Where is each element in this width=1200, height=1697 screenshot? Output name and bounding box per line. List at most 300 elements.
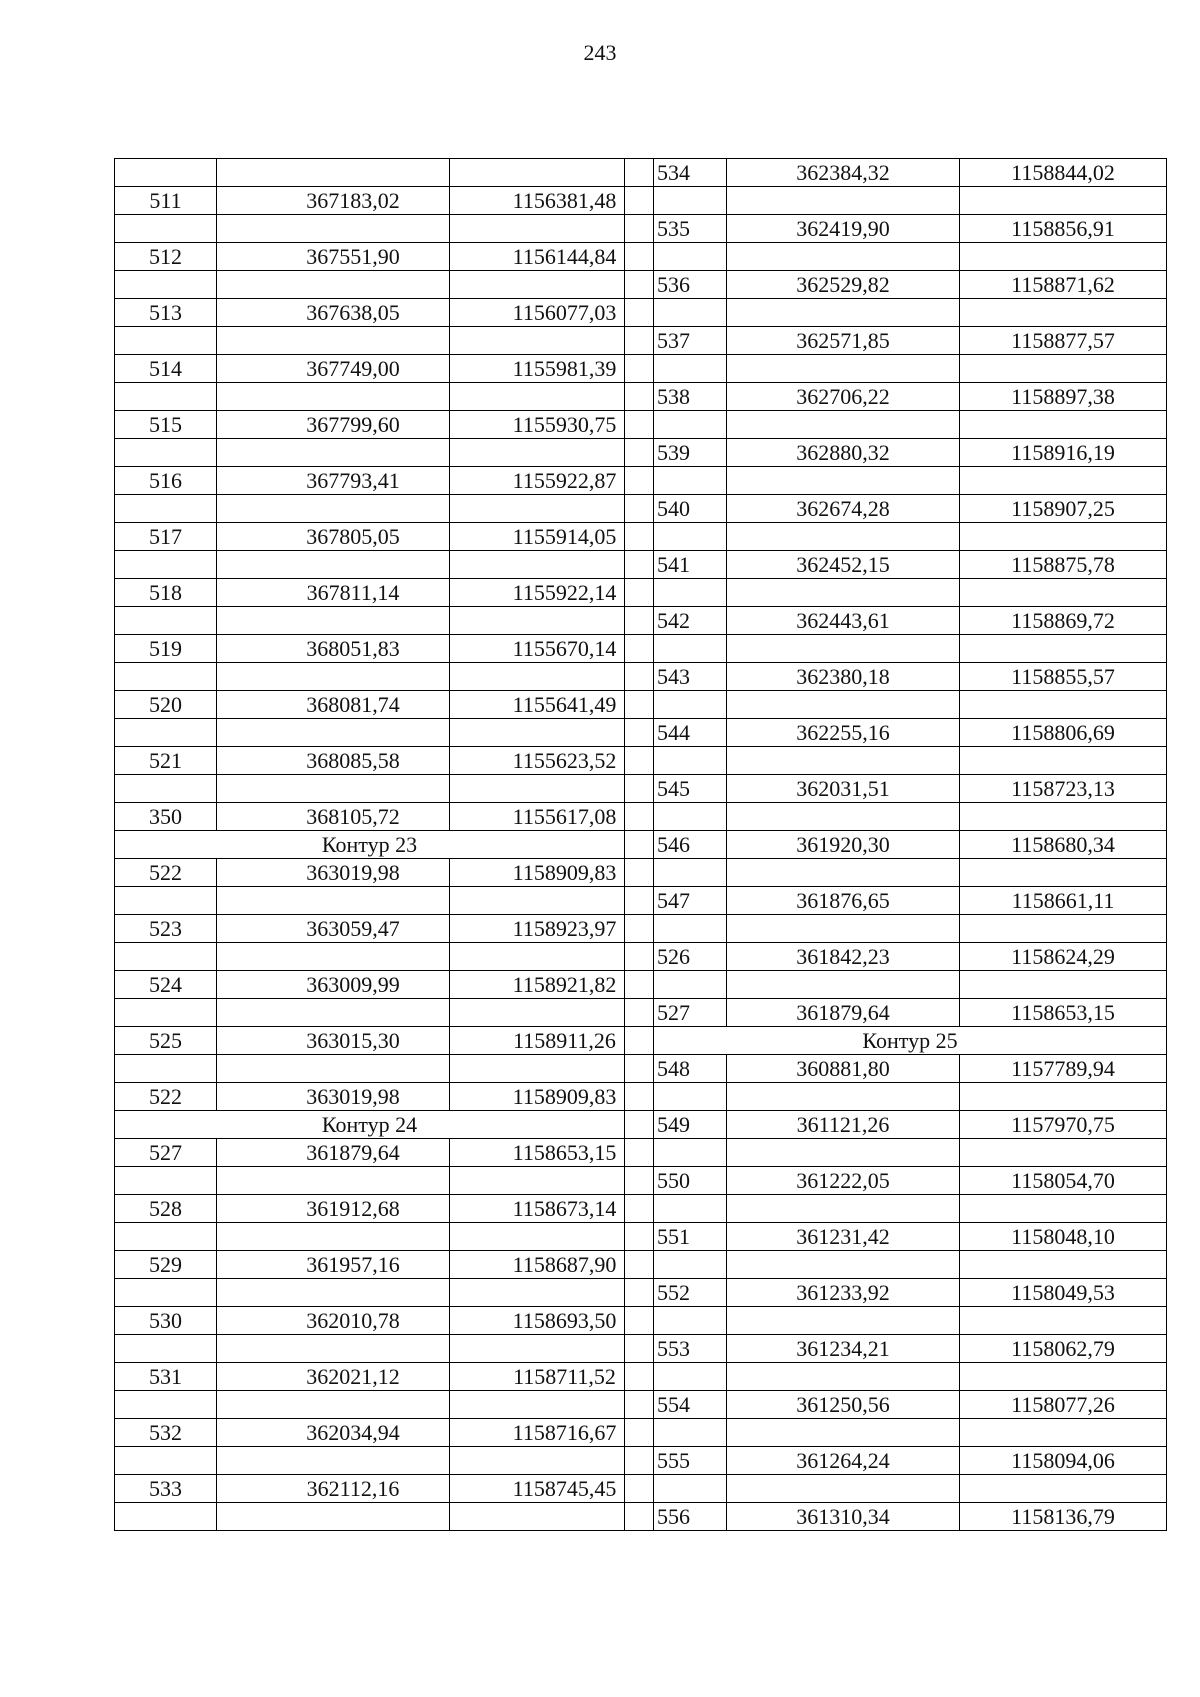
x-coordinate: 362031,51 — [727, 775, 960, 803]
y-coordinate: 1158907,25 — [960, 495, 1167, 523]
separator-cell — [625, 831, 654, 859]
separator-cell — [625, 1391, 654, 1419]
point-number: 532 — [115, 1419, 217, 1447]
y-coordinate: 1158806,69 — [960, 719, 1167, 747]
point-number: 511 — [115, 187, 217, 215]
x-coordinate: 363019,98 — [217, 1083, 450, 1111]
y-coordinate: 1158693,50 — [450, 1307, 625, 1335]
separator-cell — [625, 1419, 654, 1447]
separator-cell — [625, 719, 654, 747]
y-coordinate — [450, 551, 625, 579]
x-coordinate: 367551,90 — [217, 243, 450, 271]
x-coordinate: 362380,18 — [727, 663, 960, 691]
point-number: 350 — [115, 803, 217, 831]
y-coordinate: 1158921,82 — [450, 971, 625, 999]
separator-cell — [625, 1055, 654, 1083]
x-coordinate: 367793,41 — [217, 467, 450, 495]
y-coordinate: 1155641,49 — [450, 691, 625, 719]
separator-cell — [625, 1083, 654, 1111]
x-coordinate — [727, 691, 960, 719]
y-coordinate: 1158661,11 — [960, 887, 1167, 915]
table-row — [115, 1055, 1167, 1083]
x-coordinate: 367638,05 — [217, 299, 450, 327]
point-number: 544 — [654, 719, 727, 747]
y-coordinate — [960, 747, 1167, 775]
table-row — [115, 691, 1167, 719]
point-number — [654, 635, 727, 663]
x-coordinate — [727, 1307, 960, 1335]
x-coordinate: 361912,68 — [217, 1195, 450, 1223]
x-coordinate — [217, 1279, 450, 1307]
x-coordinate — [727, 803, 960, 831]
y-coordinate: 1158624,29 — [960, 943, 1167, 971]
y-coordinate — [450, 215, 625, 243]
point-number: 514 — [115, 355, 217, 383]
y-coordinate: 1155617,08 — [450, 803, 625, 831]
separator-cell — [625, 411, 654, 439]
point-number: 521 — [115, 747, 217, 775]
separator-cell — [625, 803, 654, 831]
point-number: 526 — [654, 943, 727, 971]
x-coordinate: 361879,64 — [217, 1139, 450, 1167]
separator-cell — [625, 1307, 654, 1335]
point-number: 515 — [115, 411, 217, 439]
separator-cell — [625, 299, 654, 327]
y-coordinate: 1158916,19 — [960, 439, 1167, 467]
y-coordinate: 1158653,15 — [960, 999, 1167, 1027]
table-row — [115, 243, 1167, 271]
x-coordinate — [727, 523, 960, 551]
y-coordinate: 1156077,03 — [450, 299, 625, 327]
point-number — [654, 1195, 727, 1223]
y-coordinate: 1158653,15 — [450, 1139, 625, 1167]
y-coordinate: 1158716,67 — [450, 1419, 625, 1447]
table-row — [115, 887, 1167, 915]
y-coordinate — [450, 887, 625, 915]
table-row — [115, 579, 1167, 607]
y-coordinate — [450, 663, 625, 691]
y-coordinate — [450, 159, 625, 187]
separator-cell — [625, 635, 654, 663]
point-number — [654, 467, 727, 495]
x-coordinate: 362384,32 — [727, 159, 960, 187]
table-row — [115, 1251, 1167, 1279]
x-coordinate: 362706,22 — [727, 383, 960, 411]
point-number — [654, 971, 727, 999]
separator-cell — [625, 971, 654, 999]
y-coordinate — [960, 467, 1167, 495]
y-coordinate: 1158049,53 — [960, 1279, 1167, 1307]
y-coordinate: 1155922,87 — [450, 467, 625, 495]
y-coordinate: 1158711,52 — [450, 1363, 625, 1391]
point-number: 513 — [115, 299, 217, 327]
x-coordinate — [217, 327, 450, 355]
y-coordinate: 1158875,78 — [960, 551, 1167, 579]
table-row — [115, 215, 1167, 243]
point-number: 527 — [115, 1139, 217, 1167]
point-number — [654, 691, 727, 719]
point-number — [654, 355, 727, 383]
y-coordinate — [450, 1279, 625, 1307]
x-coordinate: 363015,30 — [217, 1027, 450, 1055]
point-number — [115, 775, 217, 803]
table-row — [115, 327, 1167, 355]
y-coordinate — [450, 1335, 625, 1363]
point-number — [654, 523, 727, 551]
x-coordinate: 362443,61 — [727, 607, 960, 635]
point-number — [115, 719, 217, 747]
point-number: 535 — [654, 215, 727, 243]
point-number — [654, 187, 727, 215]
x-coordinate — [217, 663, 450, 691]
y-coordinate — [450, 943, 625, 971]
x-coordinate — [217, 1167, 450, 1195]
table-row — [115, 747, 1167, 775]
table-row — [115, 187, 1167, 215]
point-number — [654, 1419, 727, 1447]
x-coordinate — [217, 271, 450, 299]
point-number: 545 — [654, 775, 727, 803]
x-coordinate — [217, 1391, 450, 1419]
point-number — [115, 159, 217, 187]
table-row — [115, 1279, 1167, 1307]
table-row — [115, 383, 1167, 411]
x-coordinate: 362674,28 — [727, 495, 960, 523]
point-number — [654, 1139, 727, 1167]
x-coordinate — [727, 971, 960, 999]
y-coordinate — [960, 1251, 1167, 1279]
x-coordinate — [727, 299, 960, 327]
coordinates-table-body — [115, 159, 1167, 1531]
x-coordinate: 361264,24 — [727, 1447, 960, 1475]
point-number — [115, 887, 217, 915]
point-number: 546 — [654, 831, 727, 859]
separator-cell — [625, 1223, 654, 1251]
point-number — [654, 1307, 727, 1335]
point-number: 547 — [654, 887, 727, 915]
x-coordinate — [727, 747, 960, 775]
point-number: 523 — [115, 915, 217, 943]
y-coordinate: 1155922,14 — [450, 579, 625, 607]
point-number: 519 — [115, 635, 217, 663]
y-coordinate — [450, 1391, 625, 1419]
separator-cell — [625, 1251, 654, 1279]
point-number: 551 — [654, 1223, 727, 1251]
point-number: 534 — [654, 159, 727, 187]
point-number: 522 — [115, 859, 217, 887]
y-coordinate: 1158911,26 — [450, 1027, 625, 1055]
point-number: 539 — [654, 439, 727, 467]
separator-cell — [625, 1475, 654, 1503]
separator-cell — [625, 1279, 654, 1307]
separator-cell — [625, 943, 654, 971]
page-number: 243 — [583, 40, 617, 65]
y-coordinate: 1156381,48 — [450, 187, 625, 215]
x-coordinate: 362452,15 — [727, 551, 960, 579]
contour-header: Контур 25 — [654, 1027, 1167, 1055]
x-coordinate: 361233,92 — [727, 1279, 960, 1307]
table-row — [115, 971, 1167, 999]
separator-cell — [625, 159, 654, 187]
table-row — [115, 1503, 1167, 1531]
table-row — [115, 299, 1167, 327]
x-coordinate — [217, 551, 450, 579]
table-row — [115, 1363, 1167, 1391]
separator-cell — [625, 523, 654, 551]
separator-cell — [625, 1195, 654, 1223]
x-coordinate: 362010,78 — [217, 1307, 450, 1335]
y-coordinate — [960, 187, 1167, 215]
point-number: 537 — [654, 327, 727, 355]
point-number — [115, 215, 217, 243]
contour-header: Контур 23 — [115, 831, 625, 859]
point-number: 543 — [654, 663, 727, 691]
separator-cell — [625, 467, 654, 495]
x-coordinate — [217, 439, 450, 467]
point-number — [654, 859, 727, 887]
point-number: 517 — [115, 523, 217, 551]
point-number: 538 — [654, 383, 727, 411]
y-coordinate: 1158856,91 — [960, 215, 1167, 243]
y-coordinate: 1158077,26 — [960, 1391, 1167, 1419]
separator-cell — [625, 271, 654, 299]
separator-cell — [625, 1447, 654, 1475]
point-number — [115, 999, 217, 1027]
table-row — [115, 663, 1167, 691]
x-coordinate — [727, 1195, 960, 1223]
table-row — [115, 1335, 1167, 1363]
table-row — [115, 159, 1167, 187]
x-coordinate: 362255,16 — [727, 719, 960, 747]
point-number — [115, 327, 217, 355]
x-coordinate: 361250,56 — [727, 1391, 960, 1419]
separator-cell — [625, 327, 654, 355]
table-row — [115, 775, 1167, 803]
point-number — [115, 1503, 217, 1531]
y-coordinate — [450, 775, 625, 803]
separator-cell — [625, 355, 654, 383]
separator-cell — [625, 1027, 654, 1055]
x-coordinate — [727, 1139, 960, 1167]
y-coordinate — [960, 1139, 1167, 1167]
y-coordinate — [960, 971, 1167, 999]
separator-cell — [625, 579, 654, 607]
point-number — [115, 663, 217, 691]
y-coordinate: 1158923,97 — [450, 915, 625, 943]
y-coordinate: 1158680,34 — [960, 831, 1167, 859]
x-coordinate — [727, 355, 960, 383]
point-number — [654, 1475, 727, 1503]
table-row — [115, 1307, 1167, 1335]
x-coordinate — [217, 1335, 450, 1363]
table-row — [115, 607, 1167, 635]
x-coordinate — [727, 1363, 960, 1391]
y-coordinate — [960, 299, 1167, 327]
x-coordinate: 361121,26 — [727, 1111, 960, 1139]
y-coordinate: 1156144,84 — [450, 243, 625, 271]
y-coordinate — [450, 383, 625, 411]
point-number: 541 — [654, 551, 727, 579]
y-coordinate: 1158855,57 — [960, 663, 1167, 691]
x-coordinate: 361222,05 — [727, 1167, 960, 1195]
point-number: 529 — [115, 1251, 217, 1279]
point-number — [115, 383, 217, 411]
point-number — [115, 1223, 217, 1251]
y-coordinate: 1158909,83 — [450, 1083, 625, 1111]
y-coordinate — [960, 635, 1167, 663]
separator-cell — [625, 187, 654, 215]
table-row — [115, 1223, 1167, 1251]
point-number: 518 — [115, 579, 217, 607]
x-coordinate — [217, 719, 450, 747]
x-coordinate — [727, 1083, 960, 1111]
table-row — [115, 1027, 1167, 1055]
y-coordinate: 1158723,13 — [960, 775, 1167, 803]
table-row — [115, 719, 1167, 747]
point-number — [654, 243, 727, 271]
point-number: 516 — [115, 467, 217, 495]
y-coordinate — [450, 495, 625, 523]
point-number: 555 — [654, 1447, 727, 1475]
point-number: 527 — [654, 999, 727, 1027]
y-coordinate: 1158687,90 — [450, 1251, 625, 1279]
point-number: 533 — [115, 1475, 217, 1503]
table-row — [115, 551, 1167, 579]
separator-cell — [625, 663, 654, 691]
point-number — [654, 1251, 727, 1279]
x-coordinate — [217, 383, 450, 411]
y-coordinate: 1155930,75 — [450, 411, 625, 439]
x-coordinate — [217, 887, 450, 915]
y-coordinate — [450, 1447, 625, 1475]
x-coordinate — [727, 187, 960, 215]
y-coordinate — [960, 859, 1167, 887]
x-coordinate — [727, 411, 960, 439]
y-coordinate — [960, 355, 1167, 383]
x-coordinate — [727, 467, 960, 495]
y-coordinate: 1158054,70 — [960, 1167, 1167, 1195]
table-row — [115, 999, 1167, 1027]
point-number: 530 — [115, 1307, 217, 1335]
x-coordinate: 362529,82 — [727, 271, 960, 299]
y-coordinate — [960, 523, 1167, 551]
point-number — [654, 1083, 727, 1111]
y-coordinate: 1158048,10 — [960, 1223, 1167, 1251]
separator-cell — [625, 915, 654, 943]
y-coordinate — [960, 243, 1167, 271]
point-number: 520 — [115, 691, 217, 719]
y-coordinate: 1157970,75 — [960, 1111, 1167, 1139]
separator-cell — [625, 1363, 654, 1391]
x-coordinate — [727, 579, 960, 607]
separator-cell — [625, 1111, 654, 1139]
point-number: 542 — [654, 607, 727, 635]
x-coordinate — [217, 495, 450, 523]
separator-cell — [625, 691, 654, 719]
x-coordinate: 361879,64 — [727, 999, 960, 1027]
x-coordinate: 368085,58 — [217, 747, 450, 775]
point-number — [115, 551, 217, 579]
table-row — [115, 859, 1167, 887]
table-row — [115, 1111, 1167, 1139]
y-coordinate: 1158844,02 — [960, 159, 1167, 187]
x-coordinate — [727, 1251, 960, 1279]
x-coordinate: 363059,47 — [217, 915, 450, 943]
table-row — [115, 635, 1167, 663]
x-coordinate: 361920,30 — [727, 831, 960, 859]
x-coordinate — [217, 999, 450, 1027]
y-coordinate: 1155914,05 — [450, 523, 625, 551]
y-coordinate: 1158136,79 — [960, 1503, 1167, 1531]
x-coordinate: 362021,12 — [217, 1363, 450, 1391]
separator-cell — [625, 495, 654, 523]
y-coordinate — [960, 915, 1167, 943]
point-number — [654, 299, 727, 327]
x-coordinate — [727, 915, 960, 943]
point-number: 525 — [115, 1027, 217, 1055]
x-coordinate — [217, 943, 450, 971]
y-coordinate — [450, 1223, 625, 1251]
y-coordinate: 1158094,06 — [960, 1447, 1167, 1475]
point-number — [115, 1279, 217, 1307]
y-coordinate: 1158897,38 — [960, 383, 1167, 411]
point-number: 512 — [115, 243, 217, 271]
y-coordinate: 1155623,52 — [450, 747, 625, 775]
separator-cell — [625, 747, 654, 775]
point-number — [654, 411, 727, 439]
point-number — [115, 1055, 217, 1083]
x-coordinate — [727, 1475, 960, 1503]
y-coordinate: 1155981,39 — [450, 355, 625, 383]
y-coordinate: 1158909,83 — [450, 859, 625, 887]
table-row — [115, 803, 1167, 831]
table-row — [115, 271, 1167, 299]
table-row — [115, 1419, 1167, 1447]
x-coordinate: 361957,16 — [217, 1251, 450, 1279]
x-coordinate — [217, 607, 450, 635]
y-coordinate — [450, 607, 625, 635]
separator-cell — [625, 1335, 654, 1363]
table-row — [115, 1139, 1167, 1167]
x-coordinate: 367749,00 — [217, 355, 450, 383]
point-number: 549 — [654, 1111, 727, 1139]
y-coordinate — [450, 1503, 625, 1531]
y-coordinate: 1158673,14 — [450, 1195, 625, 1223]
x-coordinate: 362034,94 — [217, 1419, 450, 1447]
y-coordinate — [960, 691, 1167, 719]
point-number — [115, 1167, 217, 1195]
x-coordinate — [727, 859, 960, 887]
x-coordinate: 361876,65 — [727, 887, 960, 915]
point-number — [654, 747, 727, 775]
point-number — [115, 1447, 217, 1475]
point-number: 531 — [115, 1363, 217, 1391]
table-row — [115, 915, 1167, 943]
x-coordinate — [217, 1447, 450, 1475]
separator-cell — [625, 439, 654, 467]
y-coordinate — [450, 1167, 625, 1195]
contour-header: Контур 24 — [115, 1111, 625, 1139]
y-coordinate — [960, 1083, 1167, 1111]
separator-cell — [625, 859, 654, 887]
x-coordinate: 368081,74 — [217, 691, 450, 719]
separator-cell — [625, 999, 654, 1027]
y-coordinate — [960, 1307, 1167, 1335]
point-number — [654, 915, 727, 943]
y-coordinate: 1157789,94 — [960, 1055, 1167, 1083]
x-coordinate: 362571,85 — [727, 327, 960, 355]
point-number — [115, 1335, 217, 1363]
